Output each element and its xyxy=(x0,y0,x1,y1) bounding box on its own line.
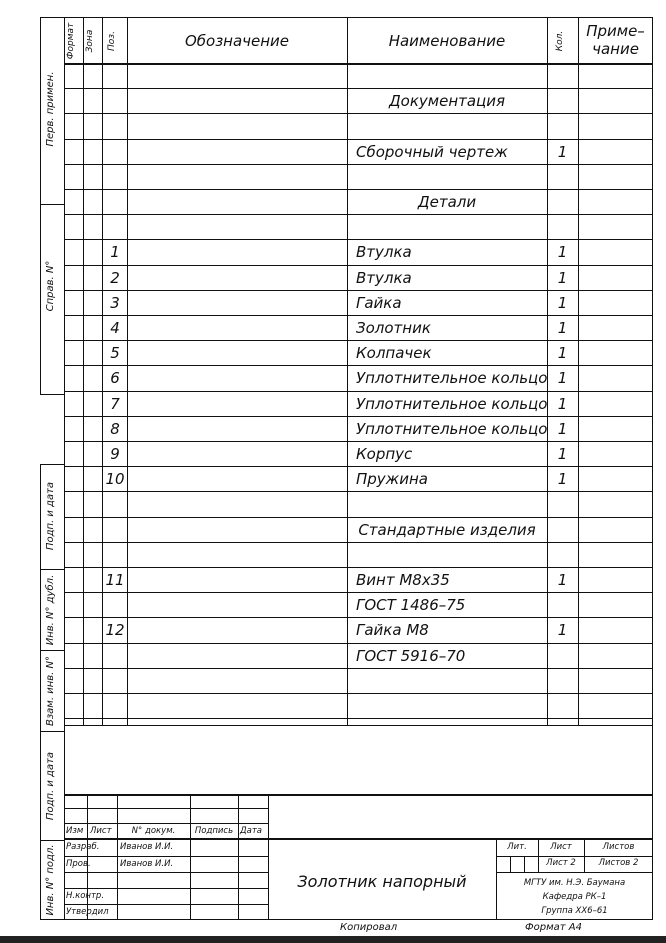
stamp-n-kontr: Н.контр. xyxy=(66,891,105,901)
stamp-row-line xyxy=(64,872,268,873)
row-name: Уплотнительное кольцо xyxy=(356,395,548,413)
stamp-right-col xyxy=(524,856,525,872)
section-title: Стандартные изделия xyxy=(358,521,536,539)
stamp-lit: Лит. xyxy=(507,842,527,852)
stamp-col-line xyxy=(268,794,269,920)
row-pos: 1 xyxy=(110,243,120,261)
row-name: Гайка xyxy=(356,294,402,312)
row-line xyxy=(64,88,653,89)
section-title: Документация xyxy=(388,92,506,110)
row-name: Корпус xyxy=(356,445,413,463)
row-line xyxy=(64,643,653,644)
row-pos: 6 xyxy=(110,369,120,387)
stamp-row-line xyxy=(64,823,268,824)
header-note-2: чание xyxy=(592,40,639,58)
header-line xyxy=(64,63,653,65)
row-qty: 1 xyxy=(557,369,568,387)
row-qty: 1 xyxy=(557,420,568,438)
row-pos: 10 xyxy=(105,470,125,488)
footer-format: Формат А4 xyxy=(525,922,582,933)
row-line xyxy=(64,718,653,719)
section-title: Детали xyxy=(417,193,477,211)
row-line xyxy=(64,466,653,467)
row-name: Винт М8х35 xyxy=(356,571,450,589)
row-name: ГОСТ 1486–75 xyxy=(356,596,466,614)
col-line xyxy=(578,17,579,725)
row-name: Уплотнительное кольцо xyxy=(356,369,548,387)
header-pos: Поз. xyxy=(107,31,117,51)
row-name: Колпачек xyxy=(356,344,432,362)
row-qty: 1 xyxy=(557,621,568,639)
row-name: Втулка xyxy=(356,269,412,287)
row-line xyxy=(64,315,653,316)
stamp-data: Дата xyxy=(240,826,263,836)
row-line xyxy=(64,290,653,291)
row-qty: 1 xyxy=(557,243,568,261)
row-line xyxy=(64,441,653,442)
stamp-prov: Пров. xyxy=(66,859,91,869)
row-name: Гайка М8 xyxy=(356,621,429,639)
row-name: Пружина xyxy=(356,470,428,488)
stamp-list: Лист xyxy=(90,826,112,836)
stamp-top-line xyxy=(64,794,653,796)
podp-data-label-1: Подп. и дата xyxy=(45,481,56,551)
stamp-list-value: Лист 2 xyxy=(546,858,576,868)
row-pos: 12 xyxy=(105,621,125,639)
stamp-org-3: Группа ХХ6–61 xyxy=(541,906,608,916)
header-zone: Зона xyxy=(85,29,95,53)
stamp-right-row xyxy=(496,872,653,873)
header-qty: Кол. xyxy=(555,30,565,52)
stamp-col-line xyxy=(117,794,118,920)
row-qty: 1 xyxy=(557,571,568,589)
table-bottom-line xyxy=(64,725,653,726)
row-line xyxy=(64,365,653,366)
stamp-row-line xyxy=(64,888,268,889)
row-line xyxy=(64,668,653,669)
row-qty: 1 xyxy=(557,445,568,463)
stamp-right-row xyxy=(496,856,653,857)
footer-kopiroval: Копировал xyxy=(340,922,398,933)
header-designation: Обозначение xyxy=(184,32,290,50)
sprav-no-label: Справ. N° xyxy=(45,260,56,312)
row-line xyxy=(64,113,653,114)
stamp-listov-label: Листов xyxy=(602,842,635,852)
stamp-n-dokum: N° докум. xyxy=(131,826,176,836)
row-name: Уплотнительное кольцо xyxy=(356,420,548,438)
inv-dubl-label: Инв. N° дубл. xyxy=(45,574,56,646)
header-name: Наименование xyxy=(388,32,506,50)
row-line xyxy=(64,139,653,140)
row-line xyxy=(64,416,653,417)
stamp-row-line xyxy=(64,856,268,857)
stamp-listov-value: Листов 2 xyxy=(598,858,639,868)
row-pos: 2 xyxy=(110,269,120,287)
stamp-col-line xyxy=(87,794,88,920)
row-line xyxy=(64,517,653,518)
vzam-inv-label: Взам. инв. N° xyxy=(45,656,56,726)
row-line xyxy=(64,617,653,618)
row-line xyxy=(64,592,653,593)
row-pos: 9 xyxy=(110,445,120,463)
row-qty: 1 xyxy=(557,143,568,161)
row-qty: 1 xyxy=(557,470,568,488)
row-name: Втулка xyxy=(356,243,412,261)
row-name: Сборочный чертеж xyxy=(356,143,508,161)
stamp-row-line xyxy=(64,838,653,840)
stamp-right-col xyxy=(510,856,511,872)
row-pos: 11 xyxy=(105,571,125,589)
col-line xyxy=(83,17,84,725)
stamp-col-line xyxy=(238,794,239,920)
perv-primen-label: Перв. примен. xyxy=(45,71,56,147)
stamp-col-line xyxy=(190,794,191,920)
stamp-utverd: Утвердил xyxy=(66,907,109,917)
row-line xyxy=(64,214,653,215)
row-line xyxy=(64,567,653,568)
row-line xyxy=(64,265,653,266)
row-qty: 1 xyxy=(557,269,568,287)
podp-data-label-2: Подп. и дата xyxy=(45,751,56,821)
row-line xyxy=(64,542,653,543)
stamp-podpis: Подпись xyxy=(194,826,234,836)
row-pos: 8 xyxy=(110,420,120,438)
header-note-1: Приме– xyxy=(586,22,645,40)
stamp-razrab: Разраб. xyxy=(66,842,100,852)
stamp-org-1: МГТУ им. Н.Э. Баумана xyxy=(523,878,626,888)
row-pos: 4 xyxy=(110,319,120,337)
inv-podl-label: Инв. N° подл. xyxy=(45,844,56,916)
row-pos: 5 xyxy=(110,344,120,362)
window-bottom-bar xyxy=(0,936,666,943)
side-strip-divider xyxy=(40,204,65,205)
col-line xyxy=(347,17,348,725)
stamp-title: Золотник напорный xyxy=(297,872,467,891)
stamp-row-line xyxy=(64,904,268,905)
row-qty: 1 xyxy=(557,294,568,312)
row-line xyxy=(64,164,653,165)
stamp-row-line xyxy=(64,808,268,809)
row-qty: 1 xyxy=(557,395,568,413)
row-line xyxy=(64,391,653,392)
row-pos: 3 xyxy=(110,294,120,312)
row-name: ГОСТ 5916–70 xyxy=(356,647,466,665)
row-pos: 7 xyxy=(110,395,120,413)
stamp-list-label: Лист xyxy=(550,842,572,852)
stamp-izm: Изм xyxy=(66,826,84,836)
stamp-org-2: Кафедра РК–1 xyxy=(542,892,607,902)
stamp-prov-name: Иванов И.И. xyxy=(120,859,174,869)
stamp-razrab-name: Иванов И.И. xyxy=(120,842,174,852)
header-format: Формат xyxy=(66,22,76,60)
row-qty: 1 xyxy=(557,344,568,362)
row-line xyxy=(64,491,653,492)
row-line xyxy=(64,340,653,341)
row-name: Золотник xyxy=(356,319,431,337)
row-line xyxy=(64,693,653,694)
row-qty: 1 xyxy=(557,319,568,337)
row-line xyxy=(64,239,653,240)
row-line xyxy=(64,189,653,190)
col-line xyxy=(127,17,128,725)
